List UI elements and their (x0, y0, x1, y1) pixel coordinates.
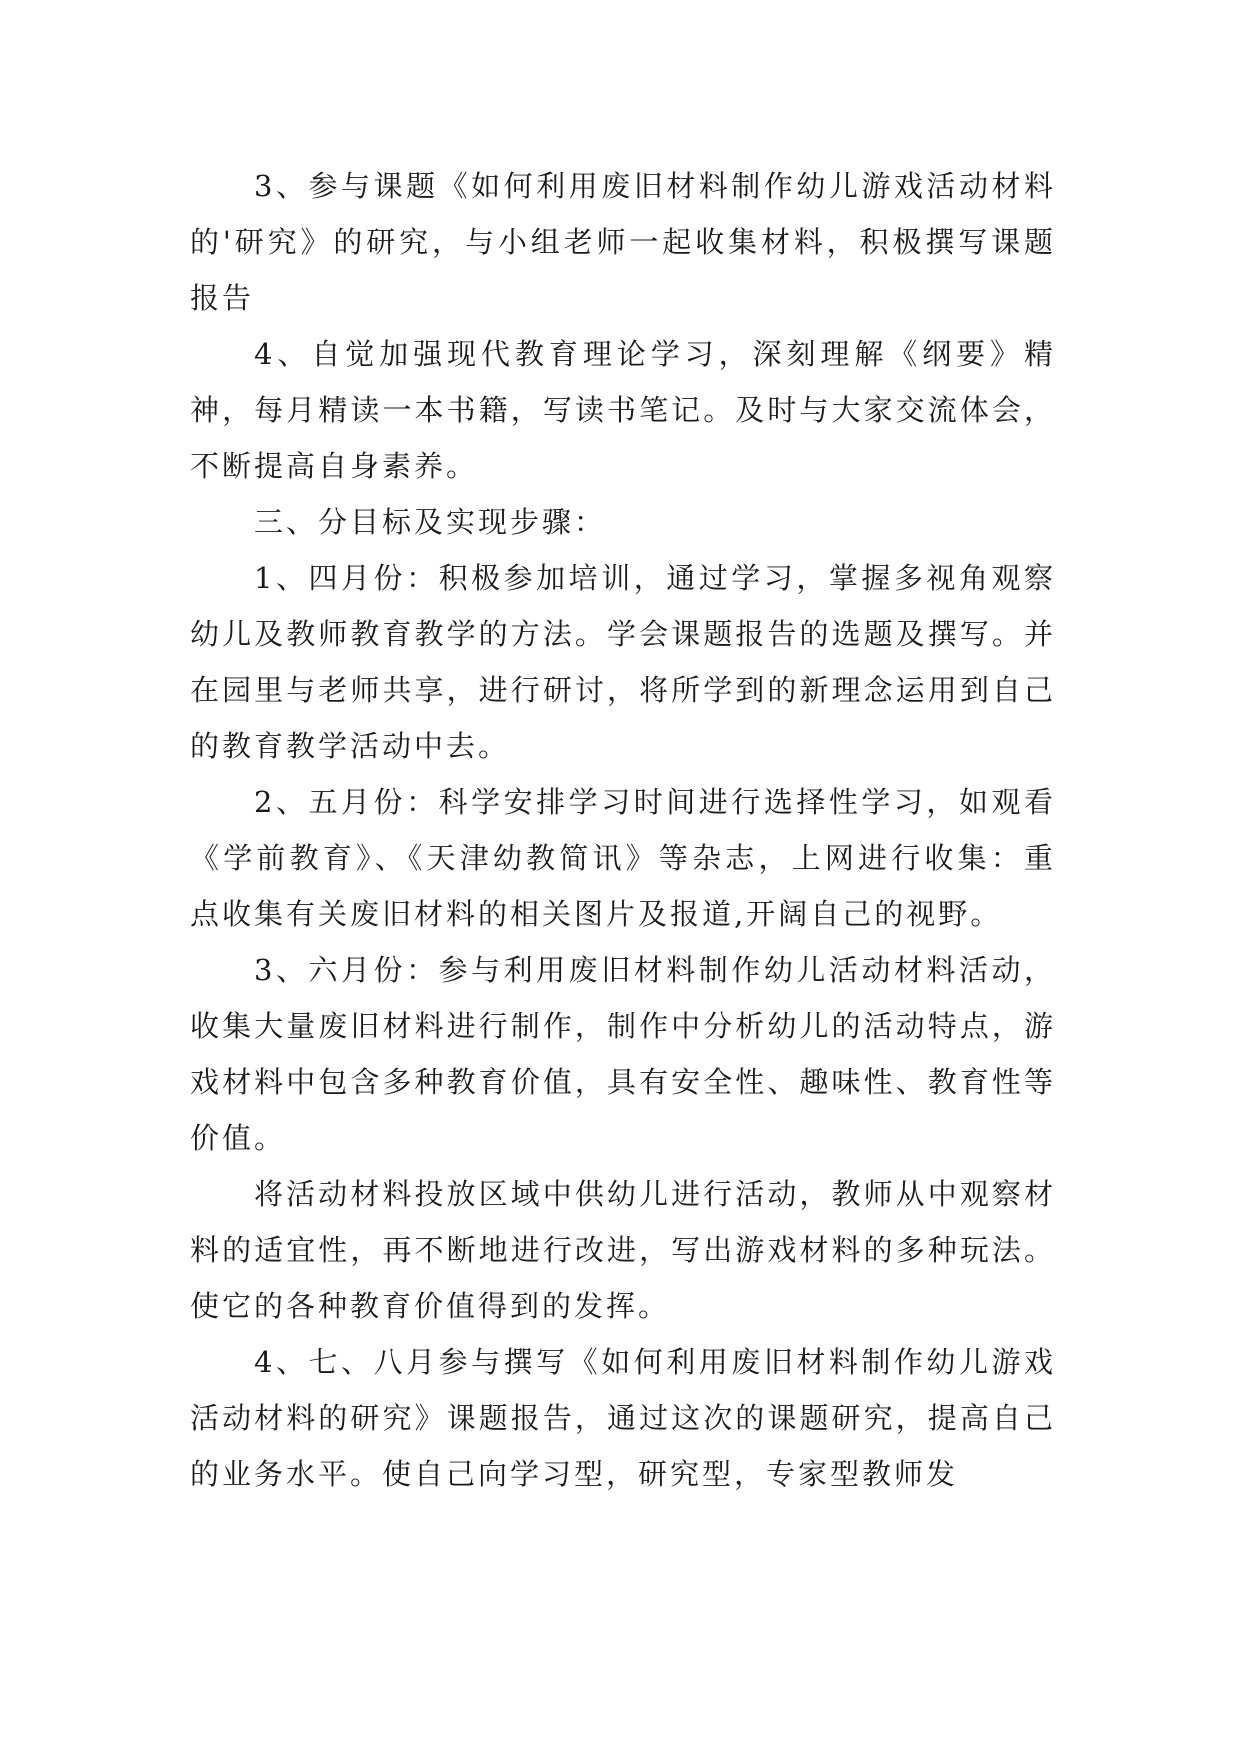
paragraph-june: 3、六月份：参与利用废旧材料制作幼儿活动材料活动，收集大量废旧材料进行制作，制作中分析幼儿的活动特点，游戏材料中包含多种教育价值，具有安全性、趣味性、教育性等价值。 (190, 953, 1056, 1155)
paragraph-research-topic: 3、参与课题《如何利用废旧材料制作幼儿游戏活动材料的'研究》的研究，与小组老师一起收集材料，积极撰写课题报告 (190, 169, 1056, 315)
paragraph-materials-placement: 将活动材料投放区域中供幼儿进行活动，教师从中观察材料的适宜性，再不断地进行改进，写出游戏材料的多种玩法。使它的各种教育价值得到的发挥。 (190, 1177, 1056, 1323)
document-body (190, 158, 1056, 1502)
section-heading-sub-goals: 三、分目标及实现步骤： (254, 505, 607, 539)
paragraph-theory-study: 4、自觉加强现代教育理论学习，深刻理解《纲要》精神，每月精读一本书籍，写读书笔记。及时与大家交流体会，不断提高自身素养。 (190, 337, 1056, 483)
paragraph-april: 1、四月份：积极参加培训，通过学习，掌握多视角观察幼儿及教师教育教学的方法。学会课题报告的选题及撰写。并在园里与老师共享，进行研讨，将所学到的新理念运用到自己的教育教学活动中去。 (190, 561, 1056, 763)
paragraph-may: 2、五月份：科学安排学习时间进行选择性学习，如观看《学前教育》、《天津幼教简讯》等杂志，上网进行收集：重点收集有关废旧材料的相关图片及报道,开阔自己的视野。 (190, 785, 1056, 931)
paragraph-july-august: 4、七、八月参与撰写《如何利用废旧材料制作幼儿游戏活动材料的研究》课题报告，通过这次的课题研究，提高自己的业务水平。使自己向学习型，研究型，专家型教师发 (190, 1345, 1056, 1491)
